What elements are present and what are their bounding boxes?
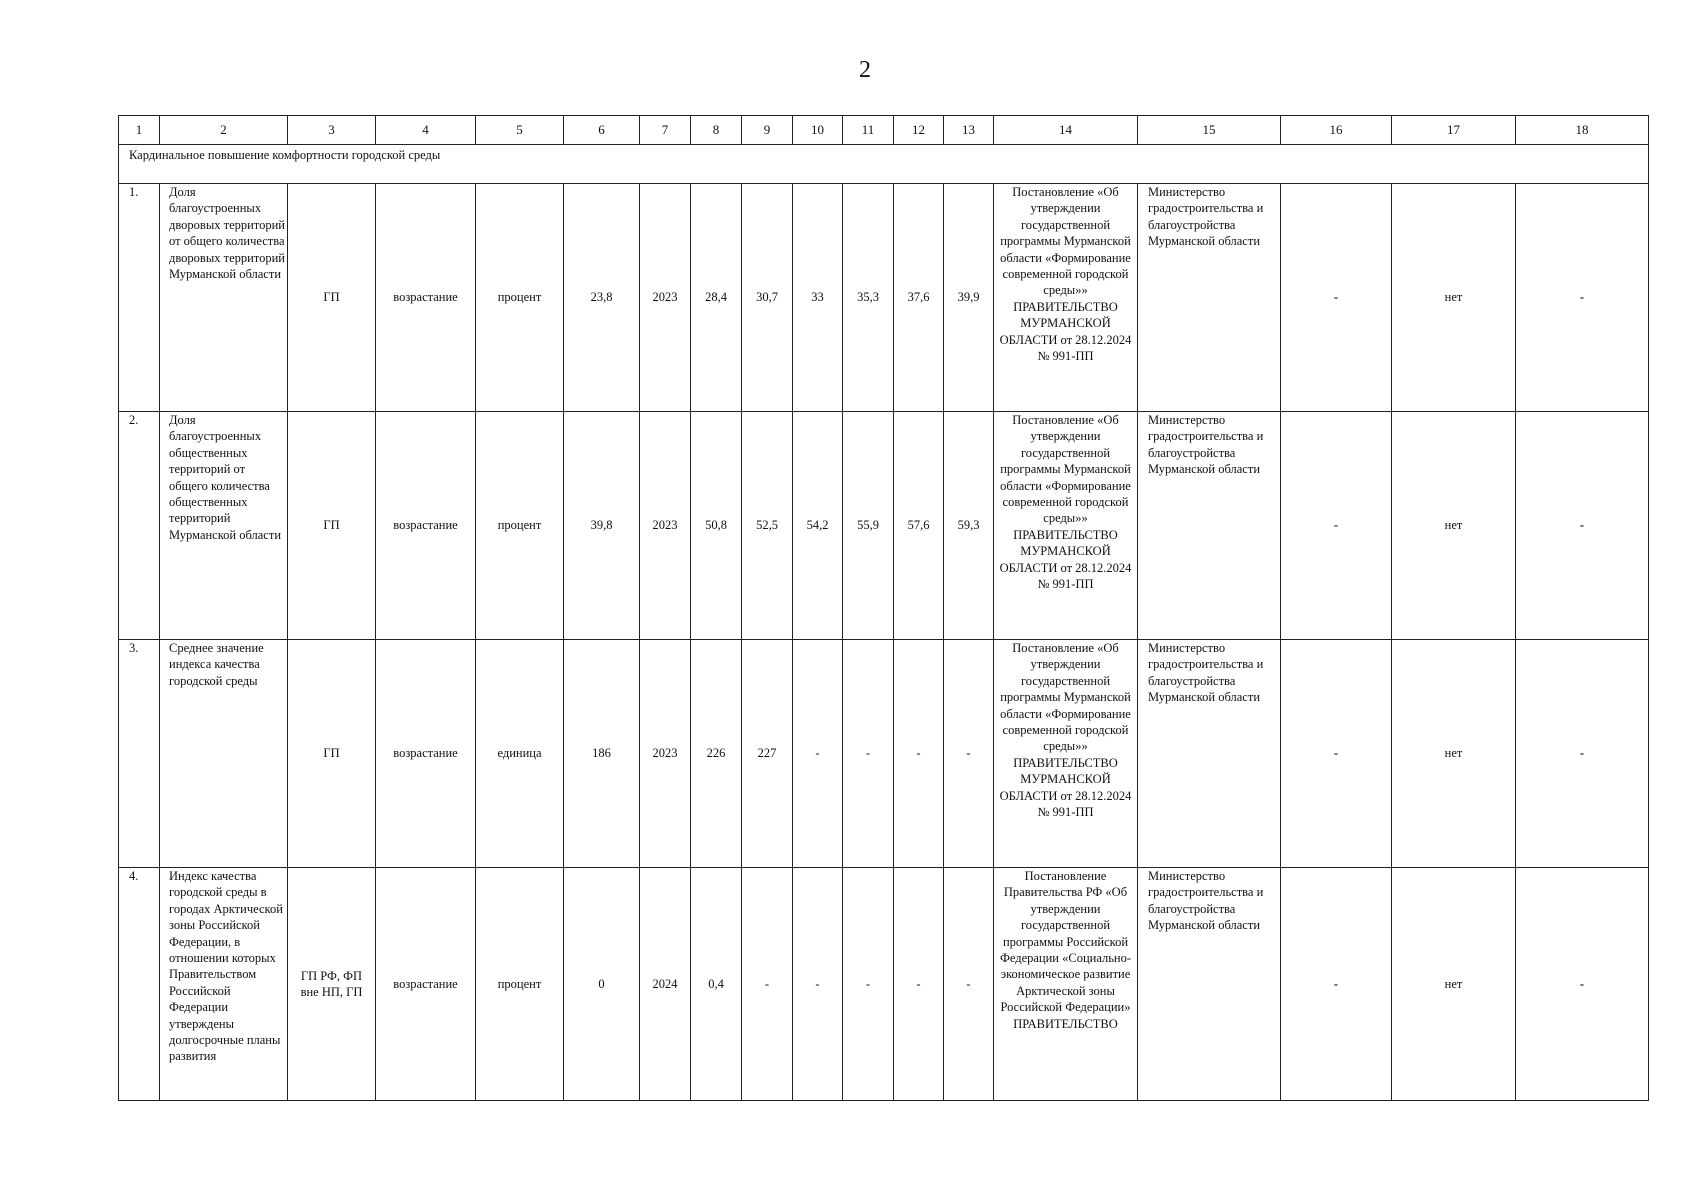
table-row — [119, 412, 1649, 640]
value-col-10: - — [793, 868, 843, 1101]
col-number-11: 11 — [843, 116, 894, 145]
value-col-8: 28,4 — [691, 184, 742, 412]
value-col-12: - — [894, 640, 944, 868]
indicators-table — [118, 115, 1649, 1101]
value-col-11: - — [843, 868, 894, 1101]
col-number-6: 6 — [564, 116, 640, 145]
value-col-8: 226 — [691, 640, 742, 868]
col-16-value: - — [1281, 412, 1392, 640]
col-number-1: 1 — [119, 116, 160, 145]
page-number: 2 — [859, 57, 871, 83]
col-18-value: - — [1516, 184, 1649, 412]
col-17-value: нет — [1392, 640, 1516, 868]
row-number: 1. — [119, 184, 160, 412]
col-16-value: - — [1281, 868, 1392, 1101]
value-col-12: - — [894, 868, 944, 1101]
indicator-name: Доля благоустроенных дворовых территорий от общего количества дворовых территорий Мурманской области — [160, 184, 288, 412]
source-document: Постановление «Об утверждении государственной программы Мурманской области «Формирование современной городской среды»» ПРАВИТЕЛЬСТВО МУРМАНСКОЙ ОБЛАСТИ от 28.12.2024 № 991-ПП — [994, 184, 1138, 412]
base-year: 2024 — [640, 868, 691, 1101]
table-row — [119, 640, 1649, 868]
value-col-11: 35,3 — [843, 184, 894, 412]
col-number-7: 7 — [640, 116, 691, 145]
indicator-name: Доля благоустроенных общественных территорий от общего количества общественных территорий Мурманской области — [160, 412, 288, 640]
source-document: Постановление «Об утверждении государственной программы Мурманской области «Формирование современной городской среды»» ПРАВИТЕЛЬСТВО МУРМАНСКОЙ ОБЛАСТИ от 28.12.2024 № 991-ПП — [994, 412, 1138, 640]
col-number-18: 18 — [1516, 116, 1649, 145]
value-col-11: - — [843, 640, 894, 868]
row-number: 4. — [119, 868, 160, 1101]
value-col-11: 55,9 — [843, 412, 894, 640]
indicator-name: Среднее значение индекса качества городской среды — [160, 640, 288, 868]
responsible-body: Министерство градостроительства и благоустройства Мурманской области — [1138, 640, 1281, 868]
col-16-value: - — [1281, 184, 1392, 412]
indicators-table-wrap — [118, 115, 1649, 1101]
unit-of-measure: процент — [476, 868, 564, 1101]
base-year: 2023 — [640, 412, 691, 640]
value-col-9: 30,7 — [742, 184, 793, 412]
base-value: 39,8 — [564, 412, 640, 640]
col-number-4: 4 — [376, 116, 476, 145]
base-year: 2023 — [640, 184, 691, 412]
indicator-trend: возрастание — [376, 184, 476, 412]
row-number: 3. — [119, 640, 160, 868]
col-17-value: нет — [1392, 868, 1516, 1101]
indicator-trend: возрастание — [376, 640, 476, 868]
indicator-trend: возрастание — [376, 868, 476, 1101]
row-number: 2. — [119, 412, 160, 640]
source-document: Постановление «Об утверждении государственной программы Мурманской области «Формирование современной городской среды»» ПРАВИТЕЛЬСТВО МУРМАНСКОЙ ОБЛАСТИ от 28.12.2024 № 991-ПП — [994, 640, 1138, 868]
value-col-9: - — [742, 868, 793, 1101]
col-number-3: 3 — [288, 116, 376, 145]
column-number-row — [119, 116, 1649, 145]
col-18-value: - — [1516, 412, 1649, 640]
col-number-13: 13 — [944, 116, 994, 145]
col-number-15: 15 — [1138, 116, 1281, 145]
responsible-body: Министерство градостроительства и благоустройства Мурманской области — [1138, 412, 1281, 640]
col-number-5: 5 — [476, 116, 564, 145]
value-col-9: 227 — [742, 640, 793, 868]
base-value: 186 — [564, 640, 640, 868]
base-value: 0 — [564, 868, 640, 1101]
value-col-13: - — [944, 640, 994, 868]
table-row — [119, 184, 1649, 412]
indicator-name: Индекс качества городской среды в городах Арктической зоны Российской Федерации, в отношении которых Правительством Российской Федерации утверждены долгосрочные планы развития — [160, 868, 288, 1101]
value-col-10: 54,2 — [793, 412, 843, 640]
col-18-value: - — [1516, 640, 1649, 868]
indicator-level: ГП РФ, ФП вне НП, ГП — [288, 868, 376, 1101]
unit-of-measure: единица — [476, 640, 564, 868]
value-col-10: - — [793, 640, 843, 868]
value-col-13: 59,3 — [944, 412, 994, 640]
section-row — [119, 145, 1649, 184]
source-document: Постановление Правительства РФ «Об утверждении государственной программы Российской Федерации «Социально-экономическое развитие Арктической зоны Российской Федерации» ПРАВИТЕЛЬСТВО — [994, 868, 1138, 1101]
col-16-value: - — [1281, 640, 1392, 868]
table-row — [119, 868, 1649, 1101]
indicator-level: ГП — [288, 184, 376, 412]
col-17-value: нет — [1392, 412, 1516, 640]
col-18-value: - — [1516, 868, 1649, 1101]
value-col-8: 50,8 — [691, 412, 742, 640]
col-number-2: 2 — [160, 116, 288, 145]
indicator-trend: возрастание — [376, 412, 476, 640]
value-col-13: 39,9 — [944, 184, 994, 412]
unit-of-measure: процент — [476, 184, 564, 412]
value-col-12: 57,6 — [894, 412, 944, 640]
col-number-12: 12 — [894, 116, 944, 145]
unit-of-measure: процент — [476, 412, 564, 640]
value-col-9: 52,5 — [742, 412, 793, 640]
col-number-14: 14 — [994, 116, 1138, 145]
col-number-9: 9 — [742, 116, 793, 145]
col-number-8: 8 — [691, 116, 742, 145]
value-col-10: 33 — [793, 184, 843, 412]
col-number-17: 17 — [1392, 116, 1516, 145]
responsible-body: Министерство градостроительства и благоустройства Мурманской области — [1138, 868, 1281, 1101]
section-title: Кардинальное повышение комфортности городской среды — [119, 145, 1649, 184]
indicator-level: ГП — [288, 640, 376, 868]
value-col-8: 0,4 — [691, 868, 742, 1101]
value-col-13: - — [944, 868, 994, 1101]
responsible-body: Министерство градостроительства и благоустройства Мурманской области — [1138, 184, 1281, 412]
col-number-16: 16 — [1281, 116, 1392, 145]
indicator-level: ГП — [288, 412, 376, 640]
col-number-10: 10 — [793, 116, 843, 145]
value-col-12: 37,6 — [894, 184, 944, 412]
base-value: 23,8 — [564, 184, 640, 412]
base-year: 2023 — [640, 640, 691, 868]
col-17-value: нет — [1392, 184, 1516, 412]
